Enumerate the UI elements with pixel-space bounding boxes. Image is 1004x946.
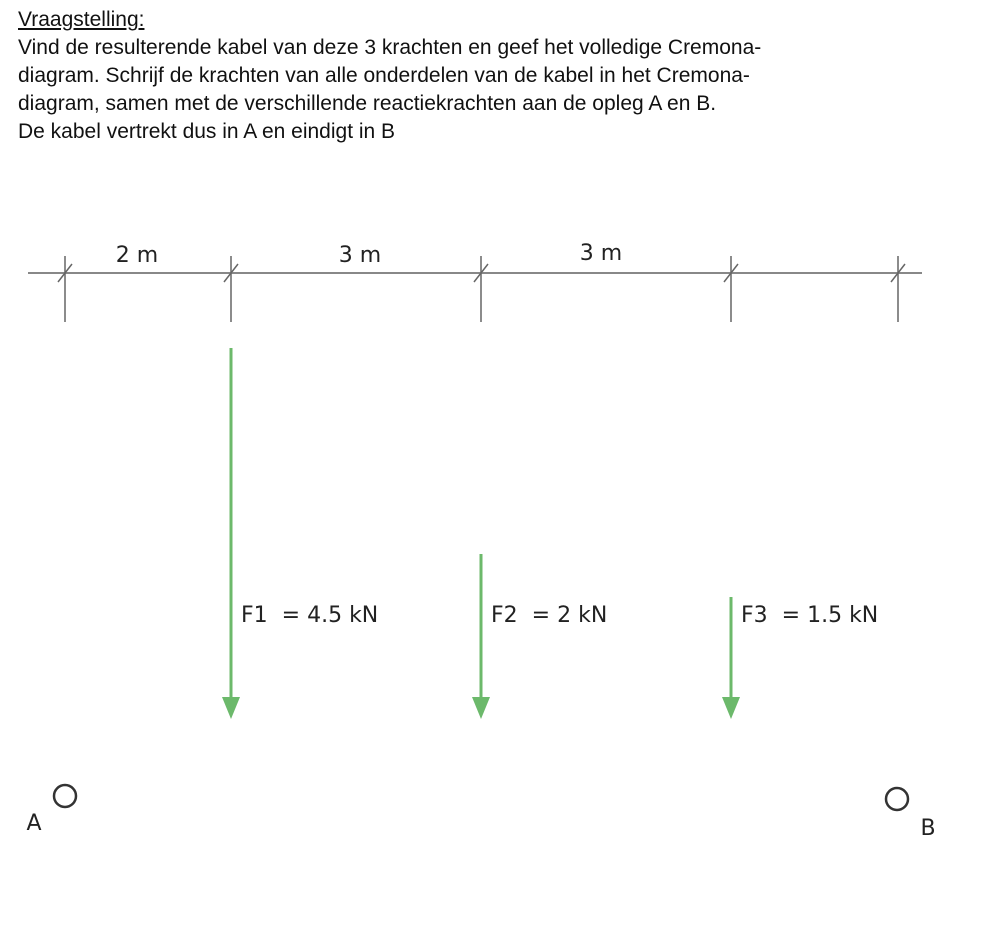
dimension-tick-2 bbox=[224, 256, 238, 322]
force-f1 bbox=[222, 348, 378, 719]
force-name-f3: F3 bbox=[741, 603, 768, 628]
support-a-label: A bbox=[26, 811, 42, 836]
support-b-label: B bbox=[920, 816, 936, 841]
dimension-tick-5 bbox=[891, 256, 905, 322]
force-value-f3: = 1.5 kN bbox=[781, 603, 879, 628]
dimension-tick-3 bbox=[474, 256, 488, 322]
dimension-tick-1 bbox=[58, 256, 72, 322]
dimension-label-3: 3 m bbox=[579, 241, 623, 266]
dimension-tick-4 bbox=[724, 256, 738, 322]
force-f3 bbox=[722, 597, 878, 719]
question-line-3: diagram, samen met de verschillende reactiekrachten aan de opleg A en B. bbox=[18, 92, 717, 115]
support-a-circle bbox=[54, 785, 76, 807]
question-line-2: diagram. Schrijf de krachten van alle onderdelen van de kabel in het Cremona- bbox=[18, 64, 750, 87]
force-value-f1: = 4.5 kN bbox=[281, 603, 379, 628]
force-label-f2 bbox=[491, 603, 607, 628]
force-f2 bbox=[472, 554, 607, 719]
support-b-circle bbox=[886, 788, 908, 810]
dimension-label-2: 3 m bbox=[338, 243, 382, 268]
force-name-f1: F1 bbox=[241, 603, 268, 628]
question-heading: Vraagstelling: bbox=[18, 8, 145, 31]
force-name-f2: F2 bbox=[491, 603, 518, 628]
support-a bbox=[26, 785, 76, 836]
force-label-f3 bbox=[741, 603, 878, 628]
arrowhead-f2 bbox=[472, 697, 490, 719]
arrowhead-f3 bbox=[722, 697, 740, 719]
dimension-label-1: 2 m bbox=[115, 243, 159, 268]
dimension-line bbox=[28, 241, 922, 322]
arrowhead-f1 bbox=[222, 697, 240, 719]
question-line-4: De kabel vertrekt dus in A en eindigt in B bbox=[18, 120, 396, 143]
support-b bbox=[886, 788, 936, 841]
force-value-f2: = 2 kN bbox=[531, 603, 608, 628]
question-line-1: Vind de resulterende kabel van deze 3 krachten en geef het volledige Cremona- bbox=[18, 36, 762, 59]
force-label-f1 bbox=[241, 603, 378, 628]
